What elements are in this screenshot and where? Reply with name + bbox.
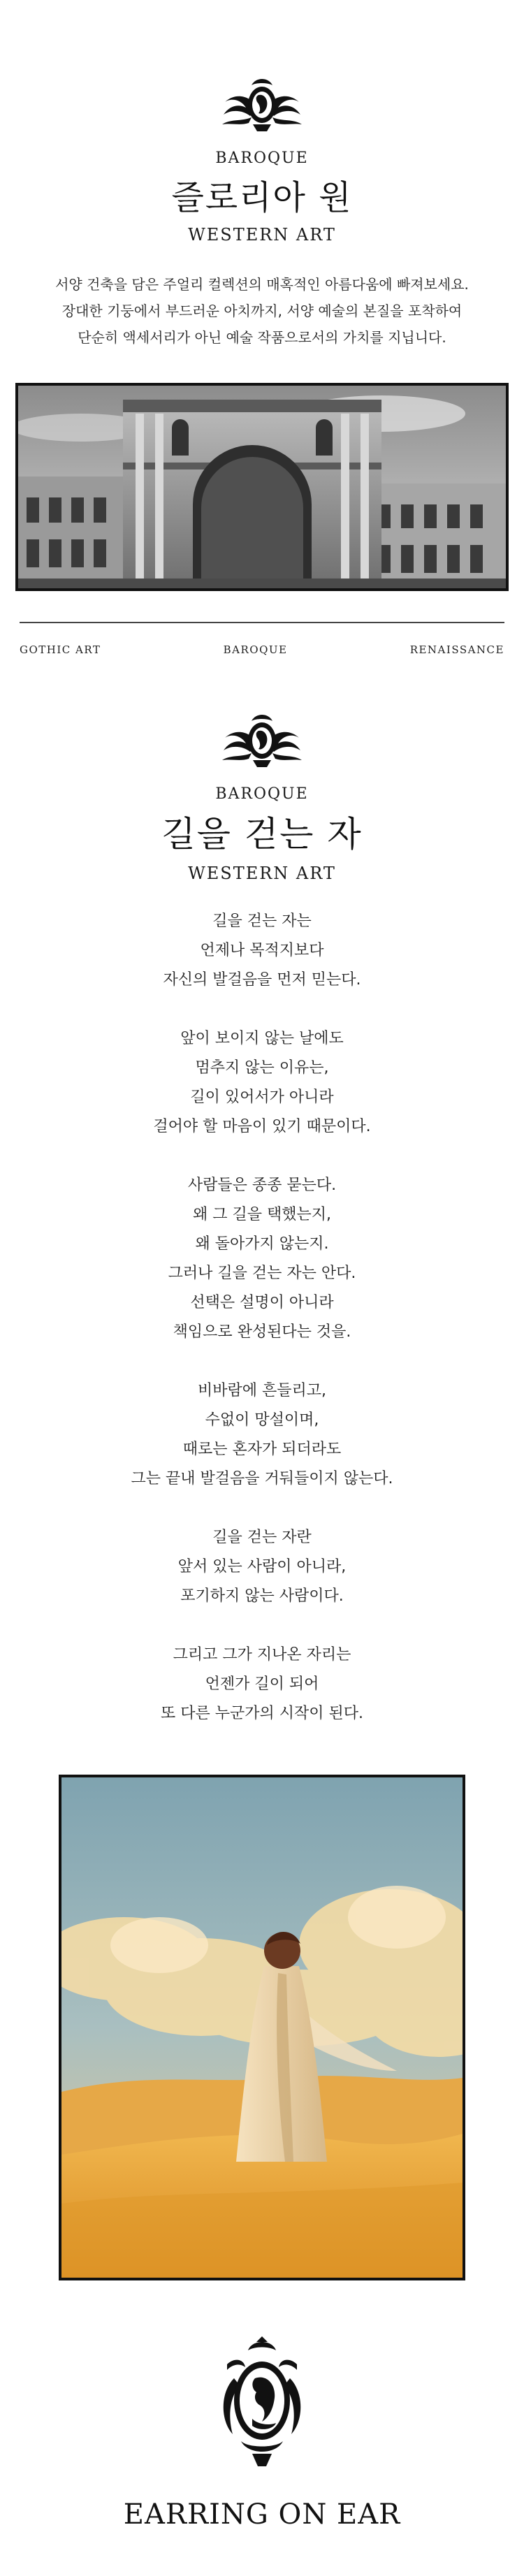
poem-line: 멈추지 않는 이유는, [195, 1059, 329, 1077]
poem-line: 앞이 보이지 않는 날에도 [180, 1030, 344, 1047]
poem-line: 자신의 발걸음을 먼저 믿는다. [163, 971, 361, 989]
poem-stanza [0, 907, 524, 995]
poem-line: 수없이 망설이며, [205, 1411, 319, 1429]
poem-line: 때로는 혼자가 되더라도 [182, 1441, 342, 1458]
poem-line: 앞서 있는 사람이 아니라, [177, 1558, 347, 1576]
baroque-crest-icon [0, 73, 524, 136]
poem-stanza [0, 1376, 524, 1494]
category-nav [20, 643, 504, 656]
poem-line: 왜 돌아가지 않는지. [195, 1235, 329, 1253]
cameo-crest-icon [0, 2336, 524, 2469]
poem-line: 또 다른 누군가의 시작이 된다. [161, 1705, 363, 1722]
poem-stanza [0, 1640, 524, 1729]
poem [0, 907, 524, 1758]
section2-subtitle: WESTERN ART [188, 864, 336, 883]
intro-line: 단순히 액세서리가 아닌 예술 작품으로서의 가치를 지닙니다. [78, 329, 446, 346]
poem-line: 그리고 그가 지나온 자리는 [173, 1646, 351, 1664]
poem-line: 언젠가 길이 되어 [205, 1675, 319, 1693]
section1-eyebrow: BAROQUE [215, 150, 309, 167]
poem-line: 그러나 길을 걷는 자는 안다. [168, 1265, 356, 1282]
poem-line: 길이 있어서가 아니라 [190, 1089, 334, 1106]
intro-line: 장대한 기둥에서 부드러운 아치까지, 서양 예술의 본질을 포착하여 [61, 303, 463, 319]
poem-line: 언제나 목적지보다 [200, 942, 324, 959]
poem-line: 비바람에 흔들리고, [197, 1382, 326, 1399]
poem-line: 길을 걷는 자는 [212, 912, 312, 930]
section2-eyebrow: BAROQUE [215, 785, 309, 803]
section1-intro [0, 271, 524, 351]
brand-name: EARRING ON EAR [123, 2498, 401, 2531]
nav-item-gothic-art[interactable]: GOTHIC ART [20, 643, 101, 656]
poem-stanza [0, 1523, 524, 1611]
baroque-crest-icon [0, 708, 524, 771]
wanderer-illustration [59, 1775, 465, 2280]
poem-stanza [0, 1024, 524, 1142]
poem-line: 포기하지 않는 사람이다. [180, 1587, 344, 1605]
poem-line: 책임으로 완성된다는 것을. [173, 1323, 351, 1341]
architecture-photo [15, 383, 509, 591]
poem-stanza [0, 1171, 524, 1347]
poem-line: 길을 걷는 자란 [212, 1529, 312, 1546]
poem-line: 사람들은 종종 묻는다. [187, 1177, 337, 1194]
nav-item-renaissance[interactable]: RENAISSANCE [409, 643, 504, 656]
poem-line: 그는 끝내 발걸음을 거둬들이지 않는다. [131, 1470, 393, 1487]
section1-title: 즐로리아 원 [171, 178, 353, 217]
intro-line: 서양 건축을 담은 주얼리 컬렉션의 매혹적인 아름다움에 빠져보세요. [55, 276, 469, 293]
section1-subtitle: WESTERN ART [188, 225, 336, 245]
poem-line: 걸어야 할 마음이 있기 때문이다. [153, 1118, 371, 1135]
poem-line: 왜 그 길을 택했는지, [193, 1206, 331, 1223]
poem-line: 선택은 설명이 아니라 [190, 1294, 334, 1311]
nav-item-baroque[interactable]: BAROQUE [223, 643, 288, 656]
divider-line [20, 622, 504, 623]
section2-title: 길을 걷는 자 [161, 814, 363, 854]
